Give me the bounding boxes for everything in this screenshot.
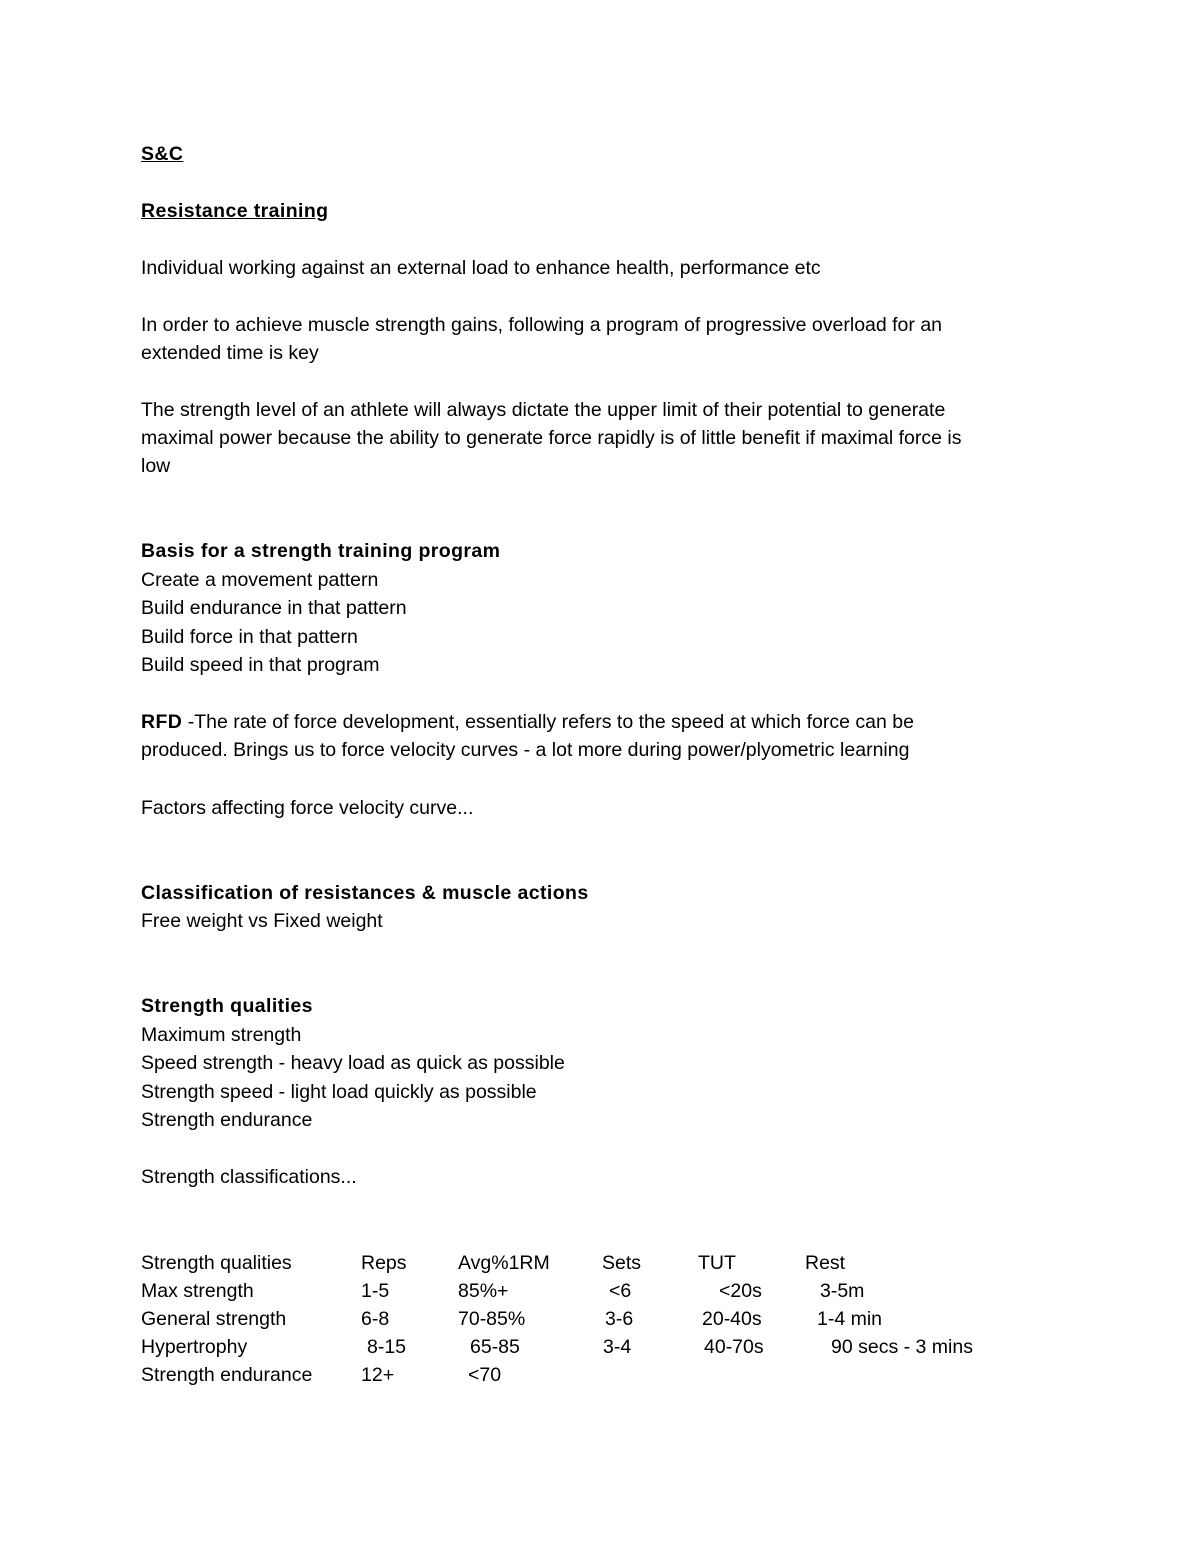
table-cell: 1-4 min xyxy=(817,1308,883,1330)
classification-line: Free weight vs Fixed weight xyxy=(141,910,383,932)
table-cell: 40-70s xyxy=(704,1336,764,1358)
paragraph-strength-level-line-1: The strength level of an athlete will always dictate the upper limit of their potential to generate xyxy=(141,399,946,421)
basis-program-heading: Basis for a strength training program xyxy=(141,540,501,562)
table-header: Strength qualities xyxy=(141,1252,292,1274)
factors-line: Factors affecting force velocity curve... xyxy=(141,797,474,819)
table-cell: 85%+ xyxy=(458,1280,509,1302)
table-cell: 70-85% xyxy=(458,1308,526,1330)
paragraph-definition: Individual working against an external load to enhance health, performance etc xyxy=(141,257,821,279)
table-header-row xyxy=(141,1249,1041,1277)
strength-quality-item: Strength endurance xyxy=(141,1109,313,1131)
strength-quality-item: Speed strength - heavy load as quick as possible xyxy=(141,1052,565,1074)
table-row xyxy=(141,1361,1041,1389)
rfd-definition: -The rate of force development, essentially refers to the speed at which force can be xyxy=(182,711,914,733)
table-header: TUT xyxy=(698,1252,736,1274)
rfd-term: RFD xyxy=(141,711,183,733)
classification-heading: Classification of resistances & muscle actions xyxy=(141,882,589,904)
table-cell: <70 xyxy=(468,1364,502,1386)
table-cell: 12+ xyxy=(361,1364,395,1386)
paragraph-overload-line-1: In order to achieve muscle strength gains, following a program of progressive overload for an xyxy=(141,314,943,336)
table-cell: General strength xyxy=(141,1308,287,1330)
table-cell: Hypertrophy xyxy=(141,1336,248,1358)
document-title: S&C xyxy=(141,143,184,165)
table-row xyxy=(141,1333,1041,1361)
table-cell: <6 xyxy=(609,1280,632,1302)
table-header: Rest xyxy=(805,1252,846,1274)
paragraph-strength-level-line-3: low xyxy=(141,455,171,477)
table-cell: 20-40s xyxy=(702,1308,762,1330)
basis-item: Build endurance in that pattern xyxy=(141,597,407,619)
paragraph-strength-level-line-2: maximal power because the ability to generate force rapidly is of little benefit if maximal force is xyxy=(141,427,962,449)
resistance-training-heading: Resistance training xyxy=(141,200,329,222)
rfd-paragraph-line-1 xyxy=(141,708,914,737)
table-cell: 8-15 xyxy=(367,1336,407,1358)
table-header: Sets xyxy=(602,1252,642,1274)
paragraph-overload-line-2: extended time is key xyxy=(141,342,319,364)
rfd-paragraph-line-2: produced. Brings us to force velocity curves - a lot more during power/plyometric learning xyxy=(141,739,910,761)
basis-item: Build speed in that program xyxy=(141,654,380,676)
table-row xyxy=(141,1277,1041,1305)
table-cell: 3-6 xyxy=(605,1308,634,1330)
table-cell: <20s xyxy=(719,1280,762,1302)
table-cell: 6-8 xyxy=(361,1308,390,1330)
strength-quality-item: Strength speed - light load quickly as possible xyxy=(141,1081,537,1103)
classifications-line: Strength classifications... xyxy=(141,1166,357,1188)
table-cell: Strength endurance xyxy=(141,1364,313,1386)
table-cell: 65-85 xyxy=(470,1336,520,1358)
table-header: Avg%1RM xyxy=(458,1252,550,1274)
strength-quality-item: Maximum strength xyxy=(141,1024,302,1046)
strength-qualities-heading: Strength qualities xyxy=(141,995,313,1017)
table-cell: 1-5 xyxy=(361,1280,390,1302)
table-cell: 3-5m xyxy=(820,1280,865,1302)
table-row xyxy=(141,1305,1041,1333)
basis-item: Build force in that pattern xyxy=(141,626,358,648)
table-cell: 90 secs - 3 mins xyxy=(831,1336,973,1358)
table-cell: Max strength xyxy=(141,1280,254,1302)
basis-item: Create a movement pattern xyxy=(141,569,379,591)
table-cell: 3-4 xyxy=(603,1336,632,1358)
table-header: Reps xyxy=(361,1252,407,1274)
